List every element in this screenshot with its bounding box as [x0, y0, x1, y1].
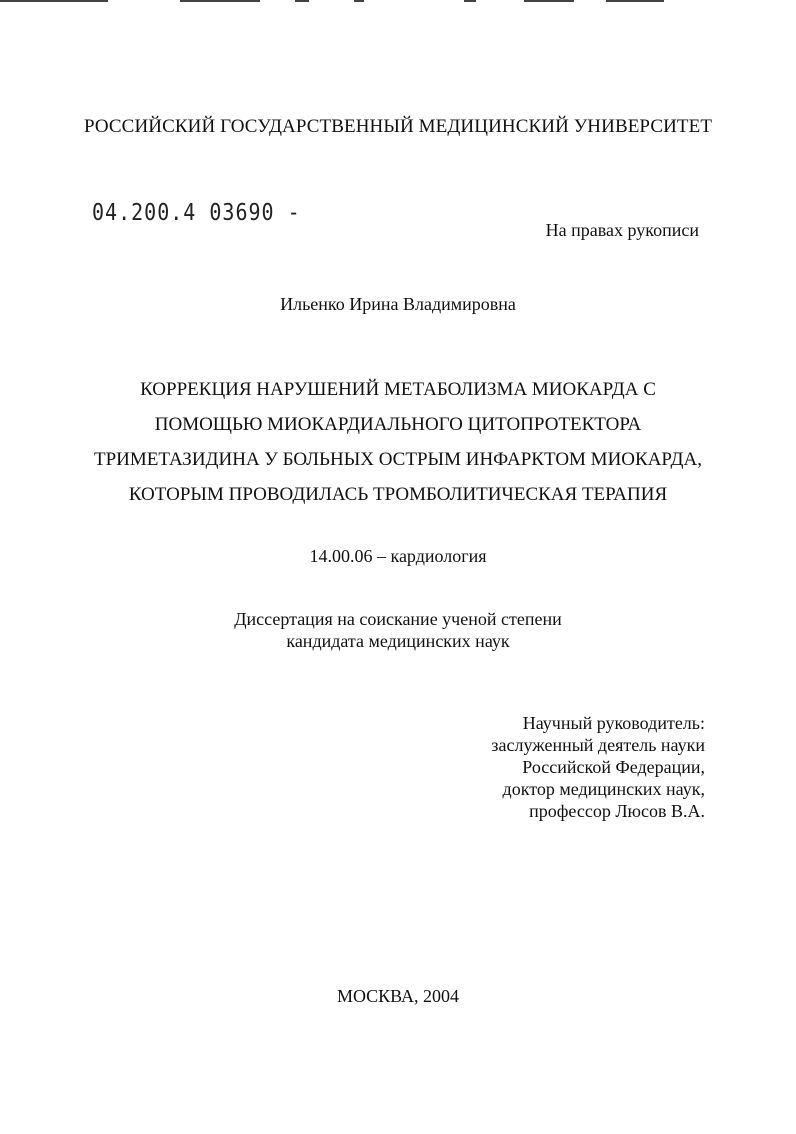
title-line: КОТОРЫМ ПРОВОДИЛАСЬ ТРОМБОЛИТИЧЕСКАЯ ТЕРАПИЯ	[128, 484, 668, 505]
scan-artifact-line	[180, 0, 260, 2]
manuscript-rights-note: На правах рукописи	[545, 220, 699, 240]
degree-line: Диссертация на соискание ученой степени	[234, 609, 562, 629]
title-line: ПОМОЩЬЮ МИОКАРДИАЛЬНОГО ЦИТОПРОТЕКТОРА	[154, 414, 642, 435]
scan-artifact-line	[524, 0, 574, 2]
scan-artifact-line	[606, 0, 664, 2]
degree-line: кандидата медицинских наук	[286, 631, 510, 651]
advisor-line: профессор Люсов В.А.	[529, 801, 705, 821]
university-name: РОССИЙСКИЙ ГОСУДАРСТВЕННЫЙ МЕДИЦИНСКИЙ УНИВЕРСИТЕТ	[83, 116, 713, 137]
degree-statement	[0, 608, 796, 652]
scan-artifact-line	[295, 0, 309, 2]
scan-artifact-line	[0, 0, 108, 2]
advisor-line: доктор медицинских наук,	[502, 779, 705, 799]
title-line: КОРРЕКЦИЯ НАРУШЕНИЙ МЕТАБОЛИЗМА МИОКАРДА С	[140, 379, 656, 400]
scan-artifact-line	[464, 0, 476, 2]
scientific-advisor	[491, 712, 705, 822]
author-name: Ильенко Ирина Владимировна	[280, 294, 516, 314]
title-line: ТРИМЕТАЗИДИНА У БОЛЬНЫХ ОСТРЫМ ИНФАРКТОМ МИОКАРДА,	[94, 449, 702, 470]
advisor-line: Научный руководитель:	[522, 713, 705, 733]
registration-number-stamp: 04.200.4 03690 -	[92, 198, 301, 226]
advisor-line: Российской Федерации,	[522, 757, 705, 777]
specialty-code: 14.00.06 – кардиология	[309, 546, 487, 566]
advisor-line: заслуженный деятель науки	[491, 735, 705, 755]
city-year: МОСКВА, 2004	[336, 986, 460, 1006]
dissertation-title	[0, 372, 796, 512]
scan-artifact-line	[354, 0, 364, 2]
